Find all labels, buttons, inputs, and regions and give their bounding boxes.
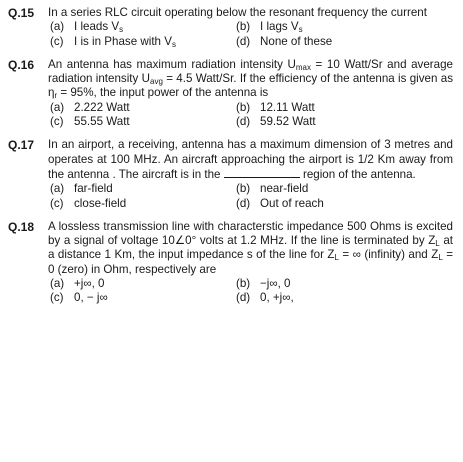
option-text: 12.11 Watt — [260, 100, 315, 114]
stem-subscript: r — [54, 91, 58, 101]
option-label: (c) — [50, 115, 64, 129]
stem-text: = 0 (zero) in Ohm, respectively are — [48, 248, 454, 276]
option-d — [234, 291, 453, 305]
stem-text: region of the antenna. — [299, 167, 416, 181]
option-subscript: s — [298, 25, 303, 35]
option-label: (b) — [236, 277, 251, 291]
option-text: 0, +j∞, — [260, 291, 294, 305]
option-b — [234, 277, 453, 291]
option-text: 2.222 Watt — [74, 100, 130, 114]
options-grid — [48, 182, 453, 211]
option-label: (a) — [50, 277, 65, 291]
option-a — [48, 182, 234, 196]
option-label: (c) — [50, 291, 64, 305]
fill-in-blank — [224, 167, 300, 178]
question-stem — [48, 6, 453, 20]
option-text: 59.52 Watt — [260, 115, 316, 129]
option-d — [234, 115, 453, 129]
option-subscript: s — [119, 25, 124, 35]
option-label: (a) — [50, 20, 65, 34]
question-15 — [8, 6, 453, 49]
stem-text: = 10 Watt/Sr and average radiation intensity U — [48, 57, 453, 86]
question-number: Q.15 — [8, 6, 35, 20]
stem-text: A lossless transmission line with characterstic impedance 500 Ohms is excited by a signal of voltage 10∠0° volts at 1.2 MHz. If the line is terminated by Z — [48, 219, 453, 248]
option-label: (d) — [236, 115, 251, 129]
option-text: Out of reach — [260, 196, 324, 210]
question-body — [48, 138, 453, 210]
option-subscript: s — [171, 39, 176, 49]
stem-text: at a distance 1 Km, the input impedance s of the line for Z — [48, 234, 453, 262]
option-a — [48, 277, 234, 291]
stem-subscript: L — [334, 253, 339, 263]
stem-subscript: avg — [150, 77, 163, 87]
option-text: −j∞, 0 — [260, 277, 291, 291]
option-label: (b) — [236, 20, 251, 34]
question-number: Q.16 — [8, 57, 35, 72]
stem-text: In a series RLC circuit operating below the resonant frequency the current — [48, 6, 427, 19]
option-text: 0, − j∞ — [74, 291, 108, 305]
option-text: +j∞, 0 — [74, 277, 105, 291]
option-text: I is in Phase with V — [74, 34, 172, 48]
question-number: Q.17 — [8, 138, 35, 153]
question-body — [48, 6, 453, 49]
option-label: (a) — [50, 182, 65, 196]
option-b — [234, 101, 453, 115]
options-grid — [48, 20, 453, 49]
option-label: (d) — [236, 196, 251, 210]
option-c — [48, 115, 234, 129]
option-b — [234, 20, 453, 34]
option-label: (a) — [50, 100, 65, 114]
question-body — [48, 220, 453, 306]
option-text: I leads V — [74, 20, 120, 34]
option-text: close-field — [74, 196, 127, 210]
option-c — [48, 197, 234, 211]
stem-subscript: L — [438, 253, 443, 263]
question-body — [48, 58, 453, 129]
options-grid — [48, 101, 453, 130]
option-c — [48, 291, 234, 305]
option-label: (d) — [236, 291, 251, 305]
option-text: near-field — [260, 182, 309, 196]
stem-text: = ∞ (infinity) and Z — [338, 248, 439, 262]
question-18 — [8, 220, 453, 306]
stem-text: An antenna has maximum radiation intensity U — [48, 57, 296, 71]
option-a — [48, 101, 234, 115]
stem-subscript: L — [435, 239, 440, 249]
option-d — [234, 35, 453, 49]
option-a — [48, 20, 234, 34]
option-label: (d) — [236, 34, 251, 48]
option-label: (b) — [236, 182, 251, 196]
option-text: I lags V — [260, 20, 299, 34]
stem-subscript: max — [295, 62, 311, 72]
question-16 — [8, 58, 453, 129]
option-d — [234, 197, 453, 211]
question-stem — [48, 138, 453, 182]
stem-text: = 4.5 Watt/Sr. If the efficiency of the antenna is given as η — [48, 72, 453, 100]
option-label: (b) — [236, 100, 251, 114]
option-c — [48, 35, 234, 49]
option-b — [234, 182, 453, 196]
question-17 — [8, 138, 453, 210]
option-label: (c) — [50, 196, 64, 210]
option-text: 55.55 Watt — [74, 115, 130, 129]
option-text: far-field — [74, 182, 113, 196]
question-number: Q.18 — [8, 219, 35, 234]
options-grid — [48, 277, 453, 306]
question-stem — [48, 220, 453, 277]
question-stem — [48, 58, 453, 101]
stem-text: In an airport, a receiving, antenna has a maximum dimension of 3 metres and operates at 100 MHz. An aircraft approaching the airport is 1/2 Km away from the antenna . The aircraft is in the — [48, 138, 453, 181]
option-label: (c) — [50, 34, 64, 48]
option-text: None of these — [260, 34, 333, 48]
stem-text: = 95%, the input power of the antenna is — [57, 86, 269, 100]
